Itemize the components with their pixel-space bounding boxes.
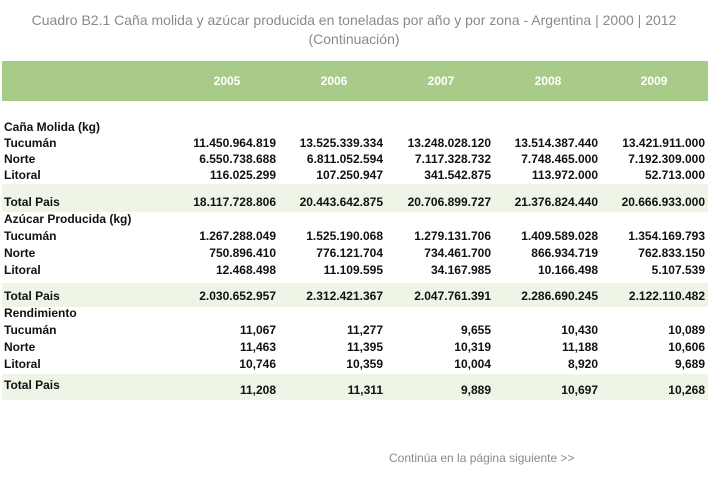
table-row (0, 356, 708, 373)
row-label: Tucumán (4, 323, 57, 337)
cell-value: 11,067 (239, 323, 276, 337)
cell-value: 11,208 (239, 383, 276, 397)
cell-value: 1.267.288.049 (199, 229, 276, 243)
cell-value: 776.121.704 (316, 246, 383, 260)
title-line-2: (Continuación) (308, 31, 400, 47)
table-header (2, 61, 708, 101)
cell-value: 10.166.498 (537, 263, 598, 277)
cell-value: 750.896.410 (209, 246, 276, 260)
cell-value: 1.525.190.068 (306, 229, 383, 243)
cell-value: 20.666.933.000 (621, 195, 705, 209)
cell-value: 2.312.421.367 (306, 289, 383, 303)
total-row-values (0, 382, 708, 399)
cell-value: 34.167.985 (430, 263, 491, 277)
table-row (0, 167, 708, 184)
cell-value: 20.706.899.727 (407, 195, 491, 209)
section-title: Azúcar Producida (kg) (4, 212, 132, 226)
cell-value: 8,920 (567, 357, 598, 371)
row-label: Norte (4, 340, 36, 354)
section-title-row (0, 305, 708, 322)
cell-value: 11.450.964.819 (193, 136, 276, 150)
cell-value: 866.934.719 (531, 246, 598, 260)
section-title-row (0, 119, 708, 136)
cell-value: 21.376.824.440 (514, 195, 598, 209)
cell-value: 18.117.728.806 (193, 195, 276, 209)
cell-value: 7.748.465.000 (521, 152, 598, 166)
cell-value: 7.117.328.732 (414, 152, 491, 166)
row-label: Norte (4, 246, 36, 260)
cell-value: 13.248.028.120 (407, 136, 491, 150)
section-title: Rendimiento (4, 306, 77, 320)
cell-value: 9,889 (460, 383, 491, 397)
total-label: Total Pais (4, 195, 60, 209)
total-label: Total Pais (4, 378, 60, 392)
row-label: Litoral (4, 263, 41, 277)
cell-value: 10,004 (454, 357, 491, 371)
cell-value: 11,188 (561, 340, 598, 354)
cell-value: 2.286.690.245 (521, 289, 598, 303)
cell-value: 2.122.110.482 (628, 289, 705, 303)
cell-value: 6.550.738.688 (199, 152, 276, 166)
cell-value: 13.421.911.000 (622, 136, 705, 150)
cell-value: 52.713.000 (644, 168, 705, 182)
section-title-row (0, 211, 708, 228)
cell-value: 10,430 (561, 323, 598, 337)
cell-value: 10,319 (454, 340, 491, 354)
total-row (0, 194, 708, 211)
cell-value: 10,697 (561, 383, 598, 397)
cell-value: 11,395 (346, 340, 383, 354)
next-page-link[interactable]: Continúa en la página siguiente >> (389, 451, 575, 465)
table-row (0, 339, 708, 356)
total-label: Total Pais (4, 289, 60, 303)
year-header-1: 2006 (320, 74, 348, 88)
cell-value: 12.468.498 (215, 263, 276, 277)
cell-value: 10,746 (239, 357, 276, 371)
cell-value: 7.192.309.000 (628, 152, 705, 166)
cell-value: 734.461.700 (424, 246, 491, 260)
page-title (0, 11, 708, 49)
cell-value: 6.811.052.594 (306, 152, 383, 166)
table-row (0, 151, 708, 168)
year-header-0: 2005 (213, 74, 241, 88)
table-row (0, 135, 708, 152)
table-row (0, 228, 708, 245)
title-line-1: Cuadro B2.1 Caña molida y azúcar producida en toneladas por año y por zona - Argentina | 2000 | 2012 (31, 12, 677, 28)
cell-value: 11,277 (346, 323, 383, 337)
cell-value: 116.025.299 (209, 168, 276, 182)
cell-value: 10,359 (346, 357, 383, 371)
row-label: Litoral (4, 168, 41, 182)
cell-value: 13.514.387.440 (514, 136, 598, 150)
cell-value: 9,689 (674, 357, 705, 371)
cell-value: 10,089 (668, 323, 705, 337)
total-row (0, 288, 708, 305)
cell-value: 107.250.947 (316, 168, 383, 182)
row-label: Tucumán (4, 136, 57, 150)
section-title: Caña Molida (kg) (4, 120, 101, 134)
cell-value: 9,655 (460, 323, 491, 337)
table-row (0, 322, 708, 339)
table-row (0, 245, 708, 262)
cell-value: 1.279.131.706 (414, 229, 491, 243)
cell-value: 13.525.339.334 (299, 136, 383, 150)
year-header-2: 2007 (427, 74, 455, 88)
cell-value: 113.972.000 (531, 168, 598, 182)
row-label: Litoral (4, 357, 41, 371)
row-label: Norte (4, 152, 36, 166)
cell-value: 2.030.652.957 (199, 289, 276, 303)
cell-value: 11,463 (239, 340, 276, 354)
cell-value: 1.409.589.028 (521, 229, 598, 243)
cell-value: 20.443.642.875 (299, 195, 383, 209)
cell-value: 341.542.875 (424, 168, 491, 182)
cell-value: 11.109.595 (323, 263, 383, 277)
cell-value: 10,606 (668, 340, 705, 354)
year-header-4: 2009 (640, 74, 668, 88)
cell-value: 762.833.150 (638, 246, 705, 260)
year-header-3: 2008 (534, 74, 562, 88)
row-label: Tucumán (4, 229, 57, 243)
cell-value: 10,268 (668, 383, 705, 397)
cell-value: 1.354.169.793 (628, 229, 705, 243)
cell-value: 11,311 (347, 383, 383, 397)
cell-value: 5.107.539 (651, 263, 705, 277)
table-row (0, 262, 708, 279)
cell-value: 2.047.761.391 (414, 289, 491, 303)
